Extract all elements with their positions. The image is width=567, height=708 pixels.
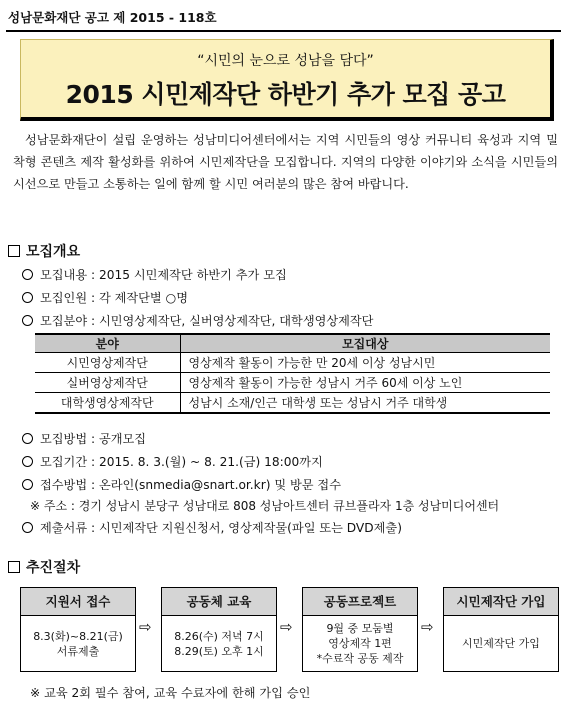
table-cell: 영상제작 활동이 가능한 성남시 거주 60세 이상 노인 [180,373,550,393]
item-text: 제출서류 : 시민제작단 지원신청서, 영상제작물(파일 또는 DVD제출) [40,521,402,535]
header-divider [6,30,561,32]
step-line: 8.3(화)~8.21(금) [33,629,123,643]
section-heading-process [8,557,80,577]
process-step-join [443,587,559,672]
step-line: 8.29(토) 오후 1시 [174,644,264,658]
step-title: 공동프로젝트 [303,588,417,616]
table-cell: 성남시 소재/인근 대학생 또는 성남시 거주 대학생 [180,393,550,413]
circle-bullet-icon [22,522,33,533]
page-title: 2015 시민제작단 하반기 추가 모집 공고 [65,80,506,109]
section-heading-text: 모집개요 [26,244,81,260]
column-header: 분야 [35,334,180,353]
table-row [35,373,550,393]
step-body [444,616,558,671]
table-row [35,393,550,413]
step-line: 9월 중 모둠별 [326,622,394,635]
step-body [21,616,135,671]
step-line: 8.26(수) 저녁 7시 [174,629,264,643]
circle-bullet-icon [22,315,33,326]
address-note: ※ 주소 : 경기 성남시 분당구 성남대로 808 성남아트센터 큐브플라자 1층 성남미디어센터 [30,499,500,513]
intro-paragraph: 성남문화재단이 설립 운영하는 성남미디어센터에서는 지역 시민들의 영상 커뮤니티 육성과 지역 밀착형 콘텐츠 제작 활성화를 위하여 시민제작단을 모집합니다. 지역의 다양한 이야기와 소식을 시민들의 시선으로 만들고 소통하는 일에 함께 할 시민 여러분의 많은 참여 바랍니다. [13,133,558,191]
step-title: 공동체 교육 [162,588,276,616]
section-heading-overview [8,241,80,261]
item-text: 모집내용 : 2015 시민제작단 하반기 추가 모집 [40,268,287,282]
fields-table [35,333,550,414]
overview-item-fields [22,312,373,329]
overview-item-method [22,430,146,447]
item-text: 모집방법 : 공개모집 [40,432,147,446]
notice-number: 성남문화재단 공고 제 2015 - 118호 [8,10,217,25]
circle-bullet-icon [22,433,33,444]
step-body [303,616,417,671]
right-arrow-icon: ⇨ [280,618,293,636]
table-cell: 대학생영상제작단 [35,393,180,413]
square-bullet-icon [8,561,20,573]
step-line: 서류제출 [56,644,100,658]
step-line: 시민제작단 가입 [462,637,540,650]
column-header: 모집대상 [180,334,550,353]
table-row [35,353,550,373]
step-line: 영상제작 1편 [328,637,392,650]
item-text: 모집인원 : 각 제작단별 ○명 [40,291,188,305]
overview-item-period [22,453,323,470]
overview-item-documents [22,519,402,536]
item-text: 접수방법 : 온라인(snmedia@snart.or.kr) 및 방문 접수 [40,478,341,492]
item-text: 모집분야 : 시민영상제작단, 실버영상제작단, 대학생영상제작단 [40,314,374,328]
circle-bullet-icon [22,269,33,280]
square-bullet-icon [8,245,20,257]
step-body [162,616,276,671]
table-cell: 영상제작 활동이 가능한 만 20세 이상 성남시민 [180,353,550,373]
table-header-row [35,334,550,353]
step-title: 지원서 접수 [21,588,135,616]
item-text: 모집기간 : 2015. 8. 3.(월) ~ 8. 21.(금) 18:00까지 [40,455,323,469]
process-step-application [20,587,136,672]
process-step-project [302,587,418,672]
circle-bullet-icon [22,456,33,467]
circle-bullet-icon [22,479,33,490]
process-footnote: ※ 교육 2회 필수 참여, 교육 수료자에 한해 가입 승인 [30,686,311,700]
overview-item-apply [22,476,341,493]
table-cell: 시민영상제작단 [35,353,180,373]
table-cell: 실버영상제작단 [35,373,180,393]
overview-item-content [22,266,287,283]
step-line: *수료작 공동 제작 [316,652,404,665]
section-heading-text: 추진절차 [26,560,81,576]
title-box [20,39,554,121]
circle-bullet-icon [22,292,33,303]
step-title: 시민제작단 가입 [444,588,558,616]
right-arrow-icon: ⇨ [139,618,152,636]
title-slogan: “시민의 눈으로 성남을 담다” [197,53,374,69]
overview-item-count [22,289,188,306]
right-arrow-icon: ⇨ [421,618,434,636]
process-step-education [161,587,277,672]
